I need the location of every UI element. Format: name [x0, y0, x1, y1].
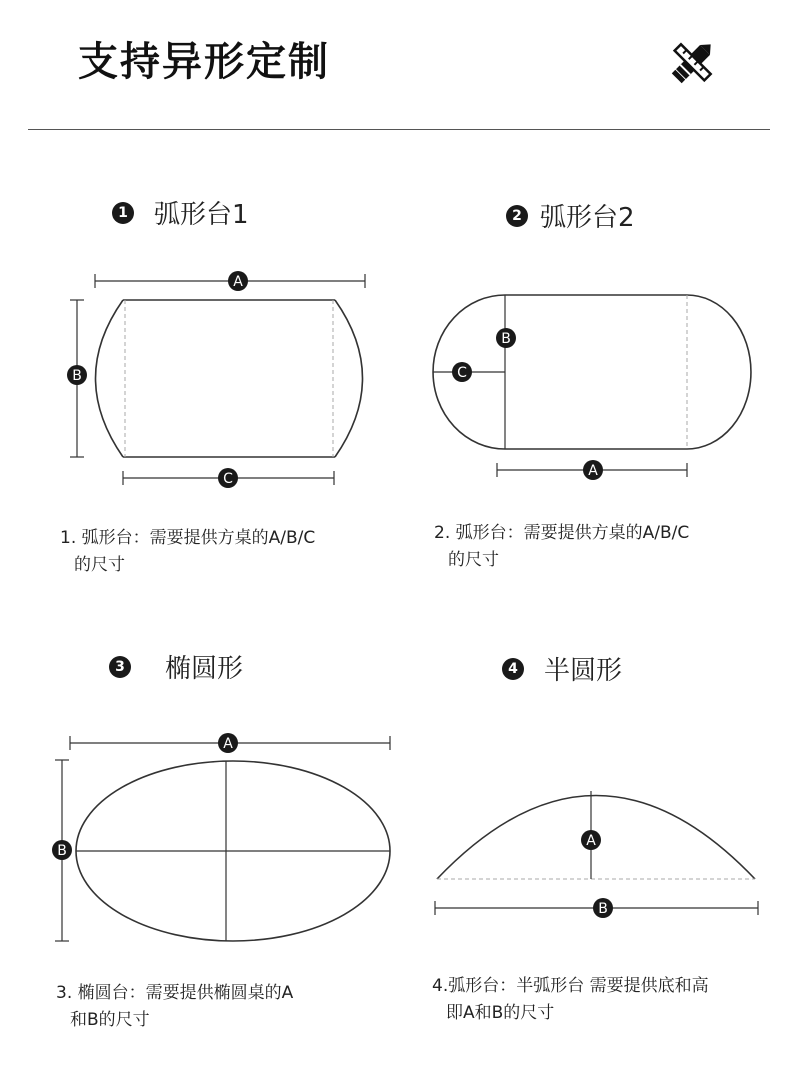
label-badge-b-2: [496, 328, 516, 348]
svg-text:A: A: [588, 463, 598, 479]
number-badge-1: 1: [112, 202, 134, 224]
description-4-line2: 即A和B的尺寸: [446, 1003, 555, 1023]
label-badge-a-3: [218, 733, 238, 753]
section-title-label-2: 弧形台2: [540, 203, 635, 233]
description-3-line2: 和B的尺寸: [70, 1010, 150, 1030]
description-3-line1: 3. 椭圆台：需要提供椭圆桌的A: [56, 983, 294, 1003]
svg-text:A: A: [586, 833, 596, 849]
svg-text:A: A: [233, 274, 243, 290]
description-1-line1: 1. 弧形台：需要提供方桌的A/B/C: [60, 528, 316, 548]
label-badge-b-3: [52, 840, 72, 860]
description-3: [56, 980, 386, 1034]
number-badge-2: 2: [506, 205, 528, 227]
section-title-label-1: 弧形台1: [154, 200, 249, 230]
description-4: [432, 973, 782, 1027]
arc-table-1-shape: [96, 300, 363, 457]
description-1: [60, 525, 390, 579]
number-badge-3: 3: [109, 656, 131, 678]
svg-text:B: B: [501, 331, 511, 347]
svg-text:B: B: [72, 368, 82, 384]
number-badge-4: 4: [502, 658, 524, 680]
label-badge-c-1: [218, 468, 238, 488]
svg-text:C: C: [457, 365, 467, 381]
label-badge-a-1: [228, 271, 248, 291]
label-badge-b-4: [593, 898, 613, 918]
arc-table-2-shape: [433, 295, 751, 449]
label-badge-a-4: [581, 830, 601, 850]
description-2-line2: 的尺寸: [448, 550, 499, 570]
description-2-line1: 2. 弧形台：需要提供方桌的A/B/C: [434, 523, 690, 543]
description-4-line1: 4.弧形台：半弧形台 需要提供底和高: [432, 976, 709, 996]
svg-text:C: C: [223, 471, 233, 487]
svg-text:B: B: [57, 843, 67, 859]
description-2: [434, 520, 764, 574]
section-title-label-4: 半圆形: [544, 656, 623, 686]
description-1-line2: 的尺寸: [74, 555, 125, 575]
label-badge-c-2: [452, 362, 472, 382]
page-title: 支持异形定制: [78, 38, 330, 85]
svg-text:A: A: [223, 736, 233, 752]
label-badge-a-2: [583, 460, 603, 480]
section-title-label-3: 椭圆形: [165, 654, 244, 684]
ellipse-table-shape: [76, 761, 390, 941]
svg-text:B: B: [598, 901, 608, 917]
label-badge-b-1: [67, 365, 87, 385]
